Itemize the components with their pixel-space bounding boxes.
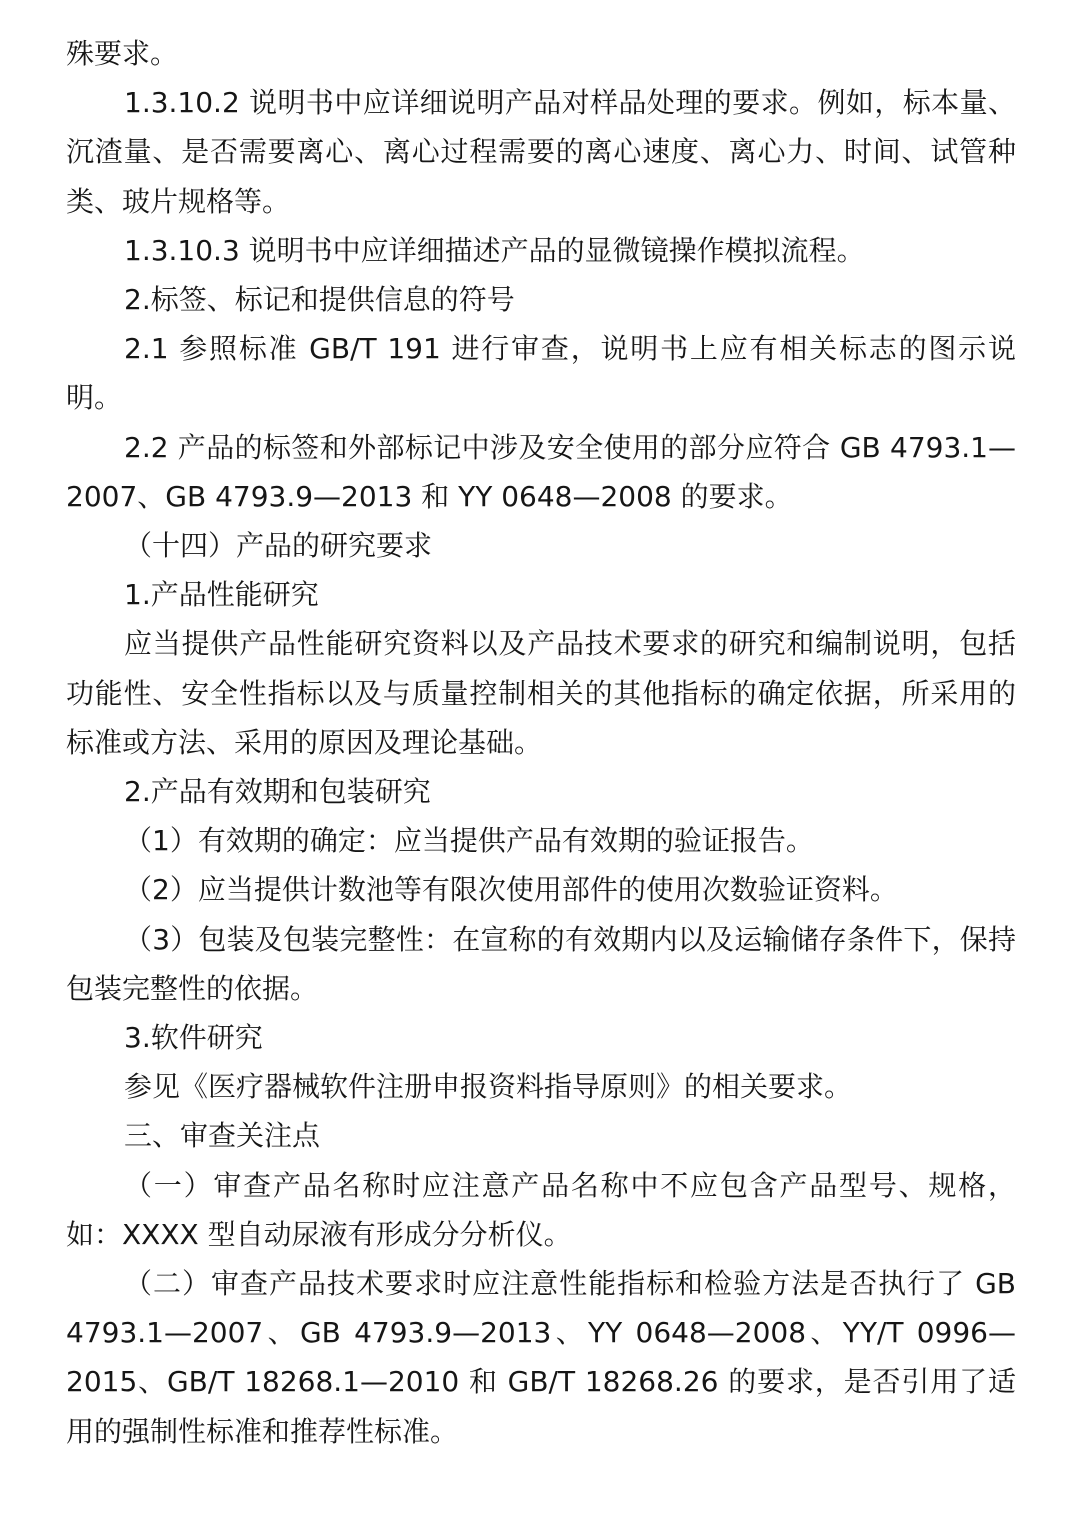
paragraph-continuation: 殊要求。	[66, 37, 179, 70]
paragraph-1-3-10-2: 1.3.10.2 说明书中应详细说明产品对样品处理的要求。例如，标本量、沉渣量、是否需要离心、离心过程需要的离心速度、离心力、时间、试管种类、玻片规格等。	[66, 86, 1016, 218]
heading-software-research: 3.软件研究	[124, 1021, 263, 1055]
heading-labels-symbols: 2.标签、标记和提供信息的符号	[124, 283, 515, 317]
paragraph-1-3-10-3: 1.3.10.3 说明书中应详细描述产品的显微镜操作模拟流程。	[124, 233, 865, 267]
paragraph-2-2: 2.2 产品的标签和外部标记中涉及安全使用的部分应符合 GB 4793.1—2007、GB 4793.9—2013 和 YY 0648—2008 的要求。	[66, 430, 1016, 513]
paragraph-review-name: （一）审查产品名称时应注意产品名称中不应包含产品型号、规格，如：XXXX 型自动尿液有形成分分析仪。	[66, 1168, 1016, 1251]
paragraph-limited-use-parts: （2）应当提供计数池等有限次使用部件的使用次数验证资料。	[124, 873, 898, 907]
paragraph-packaging-integrity: （3）包装及包装完整性：在宣称的有效期内以及运输储存条件下，保持包装完整性的依据。	[66, 922, 1016, 1005]
paragraph-review-technical: （二）审查产品技术要求时应注意性能指标和检验方法是否执行了 GB 4793.1—2007、GB 4793.9—2013、YY 0648—2008、YY/T 0996—2015、GB/T 18268.1—2010 和 GB/T 18268.26 的要求，是否引用了适用的强制性标准和推荐性标准。	[66, 1267, 1016, 1448]
paragraph-performance-research: 应当提供产品性能研究资料以及产品技术要求的研究和编制说明，包括功能性、安全性指标以及与质量控制相关的其他指标的确定依据，所采用的标准或方法、采用的原因及理论基础。	[66, 627, 1016, 759]
document-page	[66, 29, 1016, 1456]
heading-performance-research: 1.产品性能研究	[124, 578, 319, 612]
paragraph-shelf-life: （1）有效期的确定：应当提供产品有效期的验证报告。	[124, 824, 814, 858]
paragraph-software-research: 参见《医疗器械软件注册申报资料指导原则》的相关要求。	[124, 1070, 853, 1104]
heading-review-focus: 三、审查关注点	[124, 1119, 321, 1153]
paragraph-2-1: 2.1 参照标准 GB/T 191 进行审查，说明书上应有相关标志的图示说明。	[66, 332, 1016, 415]
heading-shelf-life-packaging: 2.产品有效期和包装研究	[124, 775, 431, 809]
heading-research-requirements: （十四）产品的研究要求	[124, 529, 433, 563]
